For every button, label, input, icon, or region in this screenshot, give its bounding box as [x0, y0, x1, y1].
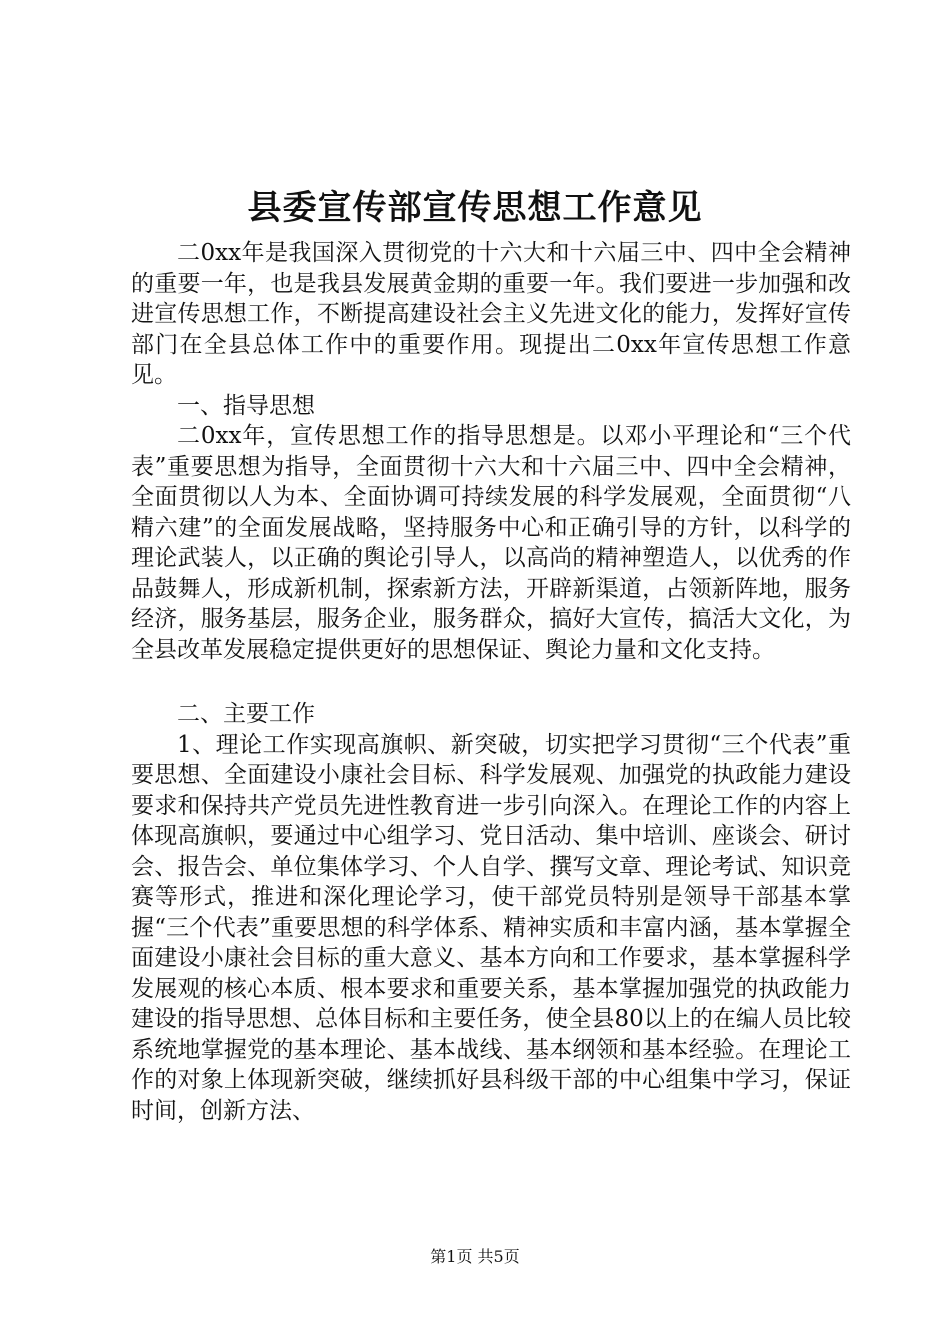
section-heading-guiding-thought: 一、指导思想 — [177, 392, 315, 419]
paragraph-gap — [131, 665, 851, 699]
theory-work-paragraph: 1、理论工作实现高旗帜、新突破，切实把学习贯彻“三个代表”重要思想、全面建设小康社会目标、科学发展观、加强党的执政能力建设要求和保持共产党员先进性教育进一步引向深入。在理论工作的内容上体现高旗帜，要通过中心组学习、党日活动、集中培训、座谈会、研讨会、报告会、单位集体学习、个人自学、撰写文章、理论考试、知识竞赛等形式，推进和深化理论学习，使干部党员特别是领导干部基本掌握“三个代表”重要思想的科学体系、精神实质和丰富内涵，基本掌握全面建设小康社会目标的重大意义、基本方向和工作要求，基本掌握科学发展观的核心本质、根本要求和重要关系，基本掌握加强党的执政能力建设的指导思想、总体目标和主要任务，使全县80以上的在编人员比较系统地掌握党的基本理论、基本战线、基本纲领和基本经验。在理论工作的对象上体现新突破，继续抓好县科级干部的中心组集中学习，保证时间，创新方法、 — [131, 731, 851, 1124]
page-footer: 第1页 共5页 — [430, 1247, 520, 1266]
section-heading-main-work: 二、主要工作 — [177, 701, 315, 727]
document-title: 县委宣传部宣传思想工作意见 — [247, 188, 703, 228]
intro-paragraph: 二0xx年是我国深入贯彻党的十六大和十六届三中、四中全会精神的重要一年，也是我县发展黄金期的重要一年。我们要进一步加强和改进宣传思想工作，不断提高建设社会主义先进文化的能力，发挥好宣传部门在全县总体工作中的重要作用。现提出二0xx年宣传思想工作意见。 — [131, 240, 851, 388]
document-body — [131, 238, 851, 1126]
guiding-thought-paragraph: 二0xx年，宣传思想工作的指导思想是。以邓小平理论和“三个代表”重要思想为指导，全面贯彻十六大和十六届三中、四中全会精神，全面贯彻以人为本、全面协调可持续发展的科学发展观，全面贯彻“八精六建”的全面发展战略，坚持服务中心和正确引导的方针，以科学的理论武装人，以正确的舆论引导人，以高尚的精神塑造人，以优秀的作品鼓舞人，形成新机制，探索新方法，开辟新渠道，占领新阵地，服务经济，服务基层，服务企业，服务群众，搞好大宣传，搞活大文化，为全县改革发展稳定提供更好的思想保证、舆论力量和文化支持。 — [131, 423, 851, 663]
